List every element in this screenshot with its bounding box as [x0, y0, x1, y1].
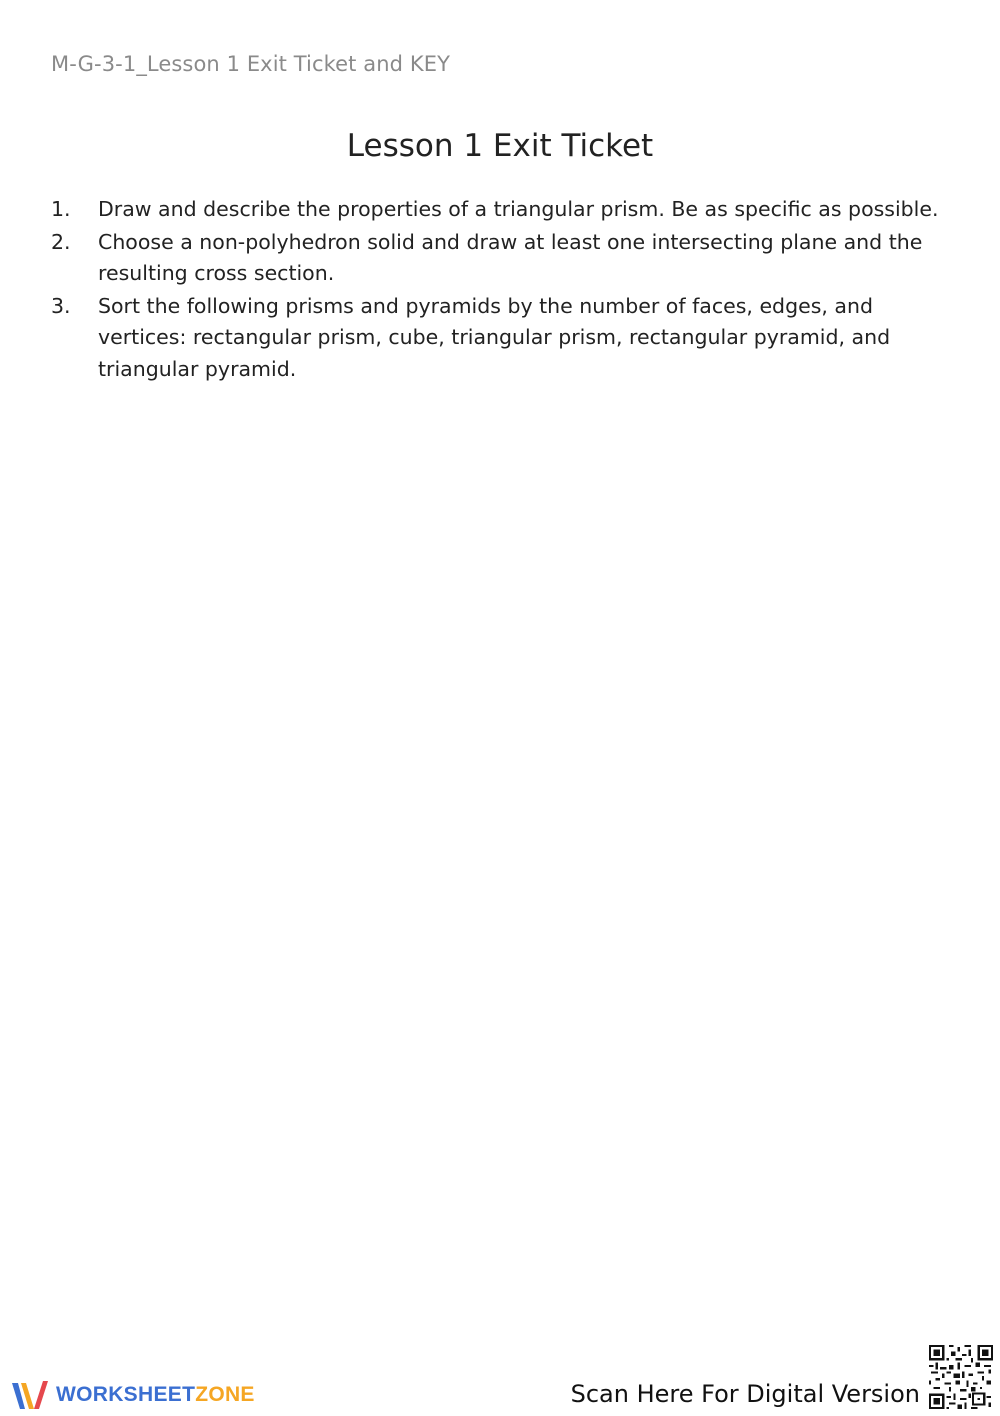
question-number: 2. [51, 229, 71, 254]
page-title: Lesson 1 Exit Ticket [346, 128, 654, 164]
document-header: M-G-3-1_Lesson 1 Exit Ticket and KEY [51, 52, 451, 76]
question-text: Choose a non-polyhedron solid and draw at least one intersecting plane and the resulting cross section. [98, 229, 923, 285]
question-item [51, 194, 951, 226]
question-item [51, 291, 951, 386]
worksheetzone-logo[interactable] [10, 1376, 255, 1414]
scan-instruction: Scan Here For Digital Version [570, 1380, 920, 1408]
brand-name-part2: ZONE [195, 1383, 255, 1406]
question-text: Sort the following prisms and pyramids by the number of faces, edges, and vertices: rectangular prism, cube, triangular prism, rectangular pyramid, and triangular pyramid. [98, 293, 891, 381]
question-number: 3. [51, 293, 71, 318]
question-list [51, 194, 951, 386]
question-text: Draw and describe the properties of a triangular prism. Be as specific as possible. [98, 197, 939, 221]
question-number: 1. [51, 197, 71, 221]
qr-code-icon[interactable] [929, 1345, 993, 1409]
worksheetzone-logo-icon [10, 1377, 50, 1413]
brand-name-part1: WORKSHEET [56, 1383, 196, 1406]
question-item [51, 227, 951, 290]
